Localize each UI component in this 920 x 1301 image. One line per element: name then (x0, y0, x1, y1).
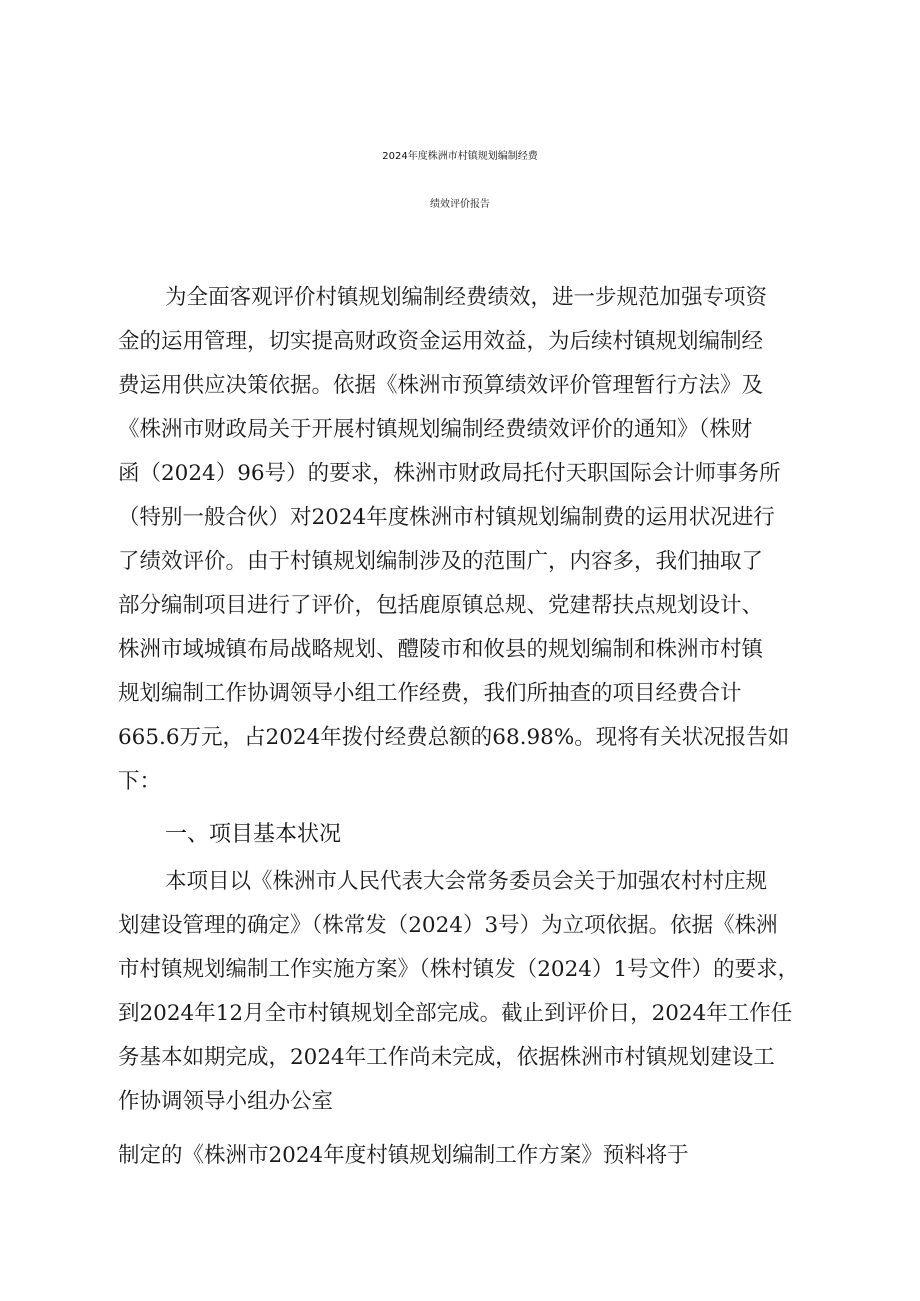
intro-line: 函（2024）96号）的要求，株洲市财政局托付天职国际会计师事务所 (118, 461, 781, 486)
section-body-line: 到2024年12月全市村镇规划全部完成。截止到评价日，2024年工作任 (118, 1001, 793, 1026)
section-body-line: 市村镇规划编制工作实施方案》（株村镇发（2024）1号文件）的要求， (118, 957, 800, 982)
intro-line: 部分编制项目进行了评价，包括鹿原镇总规、党建帮扶点规划设计、 (118, 593, 764, 618)
intro-line: 株洲市域城镇布局战略规划、醴陵市和攸县的规划编制和株洲市村镇 (118, 637, 764, 662)
section-body-line: 务基本如期完成，2024年工作尚未完成，依据株洲市村镇规划建设工 (118, 1045, 775, 1070)
report-title-line-2: 绩效评价报告 (430, 199, 490, 210)
intro-line: 了绩效评价。由于村镇规划编制涉及的范围广，内容多，我们抽取了 (118, 549, 764, 574)
intro-line: 金的运用管理，切实提高财政资金运用效益，为后续村镇规划编制经 (118, 329, 764, 354)
report-title-line-1: 2024年度株洲市村镇规划编制经费 (382, 151, 538, 162)
intro-line: （特别一般合伙）对2024年度株洲市村镇规划编制费的运用状况进行 (118, 505, 775, 530)
intro-line: 费运用供应决策依据。依据《株洲市预算绩效评价管理暂行方法》及 (118, 373, 764, 398)
intro-line: 665.6万元，占2024年拨付经费总额的68.98%。现将有关状况报告如 (118, 725, 790, 750)
trailing-text-line: 制定的《株洲市2024年度村镇规划编制工作方案》预料将于 (118, 1143, 689, 1168)
section-body-line: 划建设管理的确定》（株常发（2024）3号）为立项依据。依据《株洲 (118, 913, 778, 938)
section-heading: 一、项目基本状况 (165, 822, 342, 847)
section-body-line: 本项目以《株洲市人民代表大会常务委员会关于加强农村村庄规 (165, 869, 768, 894)
intro-line: 下： (118, 769, 162, 794)
intro-line: 为全面客观评价村镇规划编制经费绩效，进一步规范加强专项资 (165, 285, 768, 310)
intro-line: 规划编制工作协调领导小组工作经费，我们所抽查的项目经费合计 (118, 681, 742, 706)
section-body-line: 作协调领导小组办公室 (118, 1089, 334, 1114)
intro-line: 《株洲市财政局关于开展村镇规划编制经费绩效评价的通知》（株财 (118, 417, 753, 442)
